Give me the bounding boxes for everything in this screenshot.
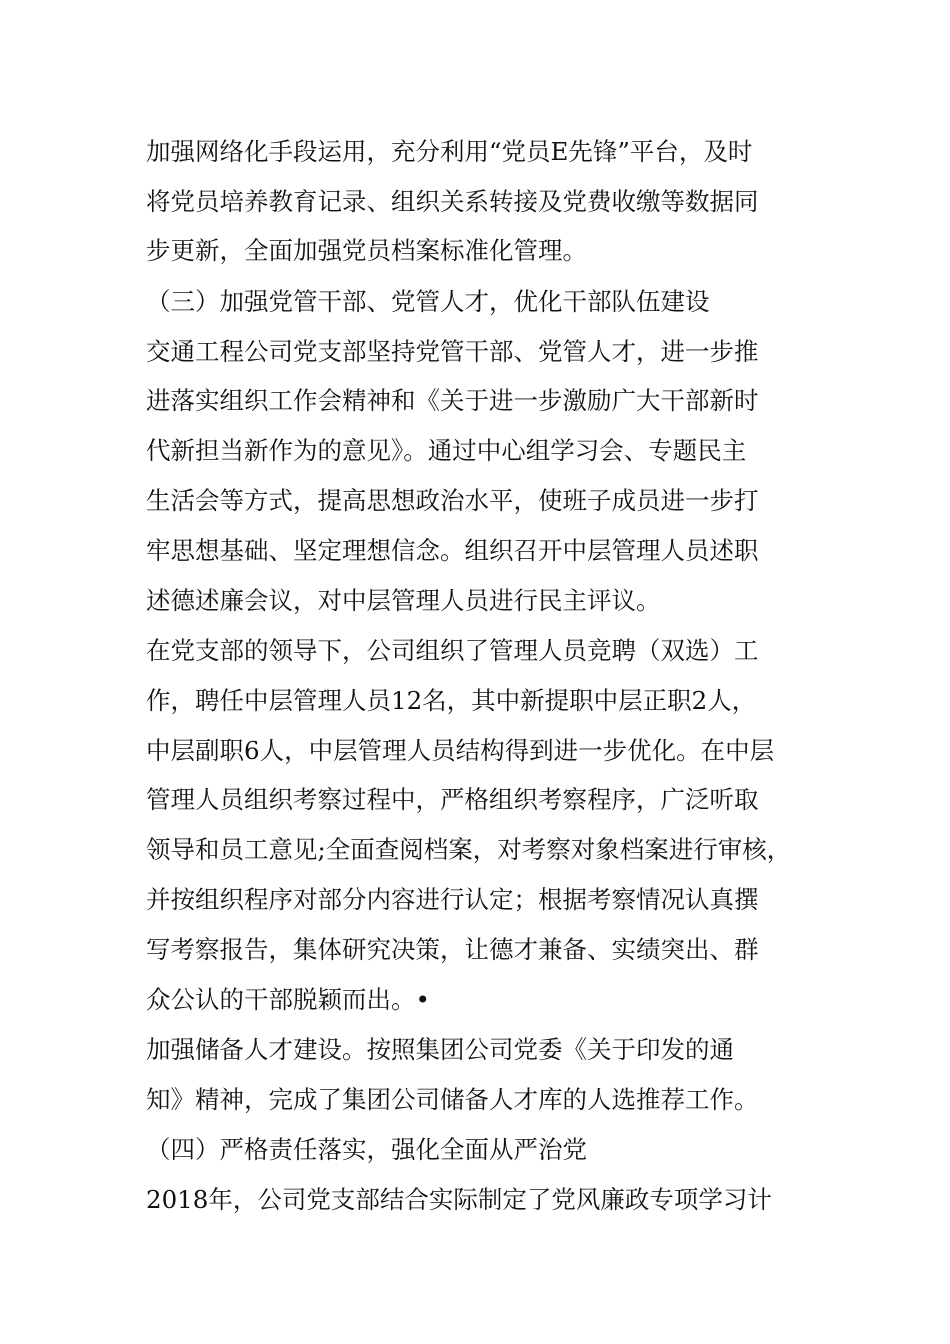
text-line: 进落实组织工作会精神和《关于进一步激励广大干部新时 [146,386,759,415]
text-line: 代新担当新作为的意见》。通过中心组学习会、专题民主 [146,436,747,465]
text-line: 并按组织程序对部分内容进行认定；根据考察情况认真撰 [146,885,759,914]
text-line: 述德述廉会议，对中层管理人员进行民主评议。 [146,586,661,615]
text-line: 将党员培养教育记录、组织关系转接及党费收缴等数据同 [146,187,759,216]
section-heading: （三）加强党管干部、党管人才，优化干部队伍建设 [146,287,710,316]
text-line: 领导和员工意见;全面查阅档案，对考察对象档案进行审核， [146,835,792,864]
text-line: 知》精神，完成了集团公司储备人才库的人选推荐工作。 [146,1085,759,1114]
text-line: 中层副职6人，中层管理人员结构得到进一步优化。在中层 [146,736,775,765]
text-line: 加强储备人才建设。按照集团公司党委《关于印发的通 [146,1035,734,1064]
text-line: 管理人员组织考察过程中，严格组织考察程序，广泛听取 [146,785,759,814]
text-line: 写考察报告，集体研究决策，让德才兼备、实绩突出、群 [146,935,759,964]
section-heading: （四）严格责任落实，强化全面从严治党 [146,1135,587,1164]
text-line: 加强网络化手段运用，充分利用“党员E先锋”平台，及时 [146,137,753,166]
text-line: 2018年，公司党支部结合实际制定了党风廉政专项学习计 [146,1185,772,1214]
text-line: 众公认的干部脱颖而出。• [146,985,430,1014]
text-line: 生活会等方式，提高思想政治水平，使班子成员进一步打 [146,486,759,515]
text-line: 在党支部的领导下，公司组织了管理人员竞聘（双选）工 [146,636,759,665]
text-line: 步更新，全面加强党员档案标准化管理。 [146,236,587,265]
text-line: 作，聘任中层管理人员12名，其中新提职中层正职2人， [146,686,757,715]
text-line: 交通工程公司党支部坚持党管干部、党管人才，进一步推 [146,337,759,366]
text-line: 牢思想基础、坚定理想信念。组织召开中层管理人员述职 [146,536,759,565]
